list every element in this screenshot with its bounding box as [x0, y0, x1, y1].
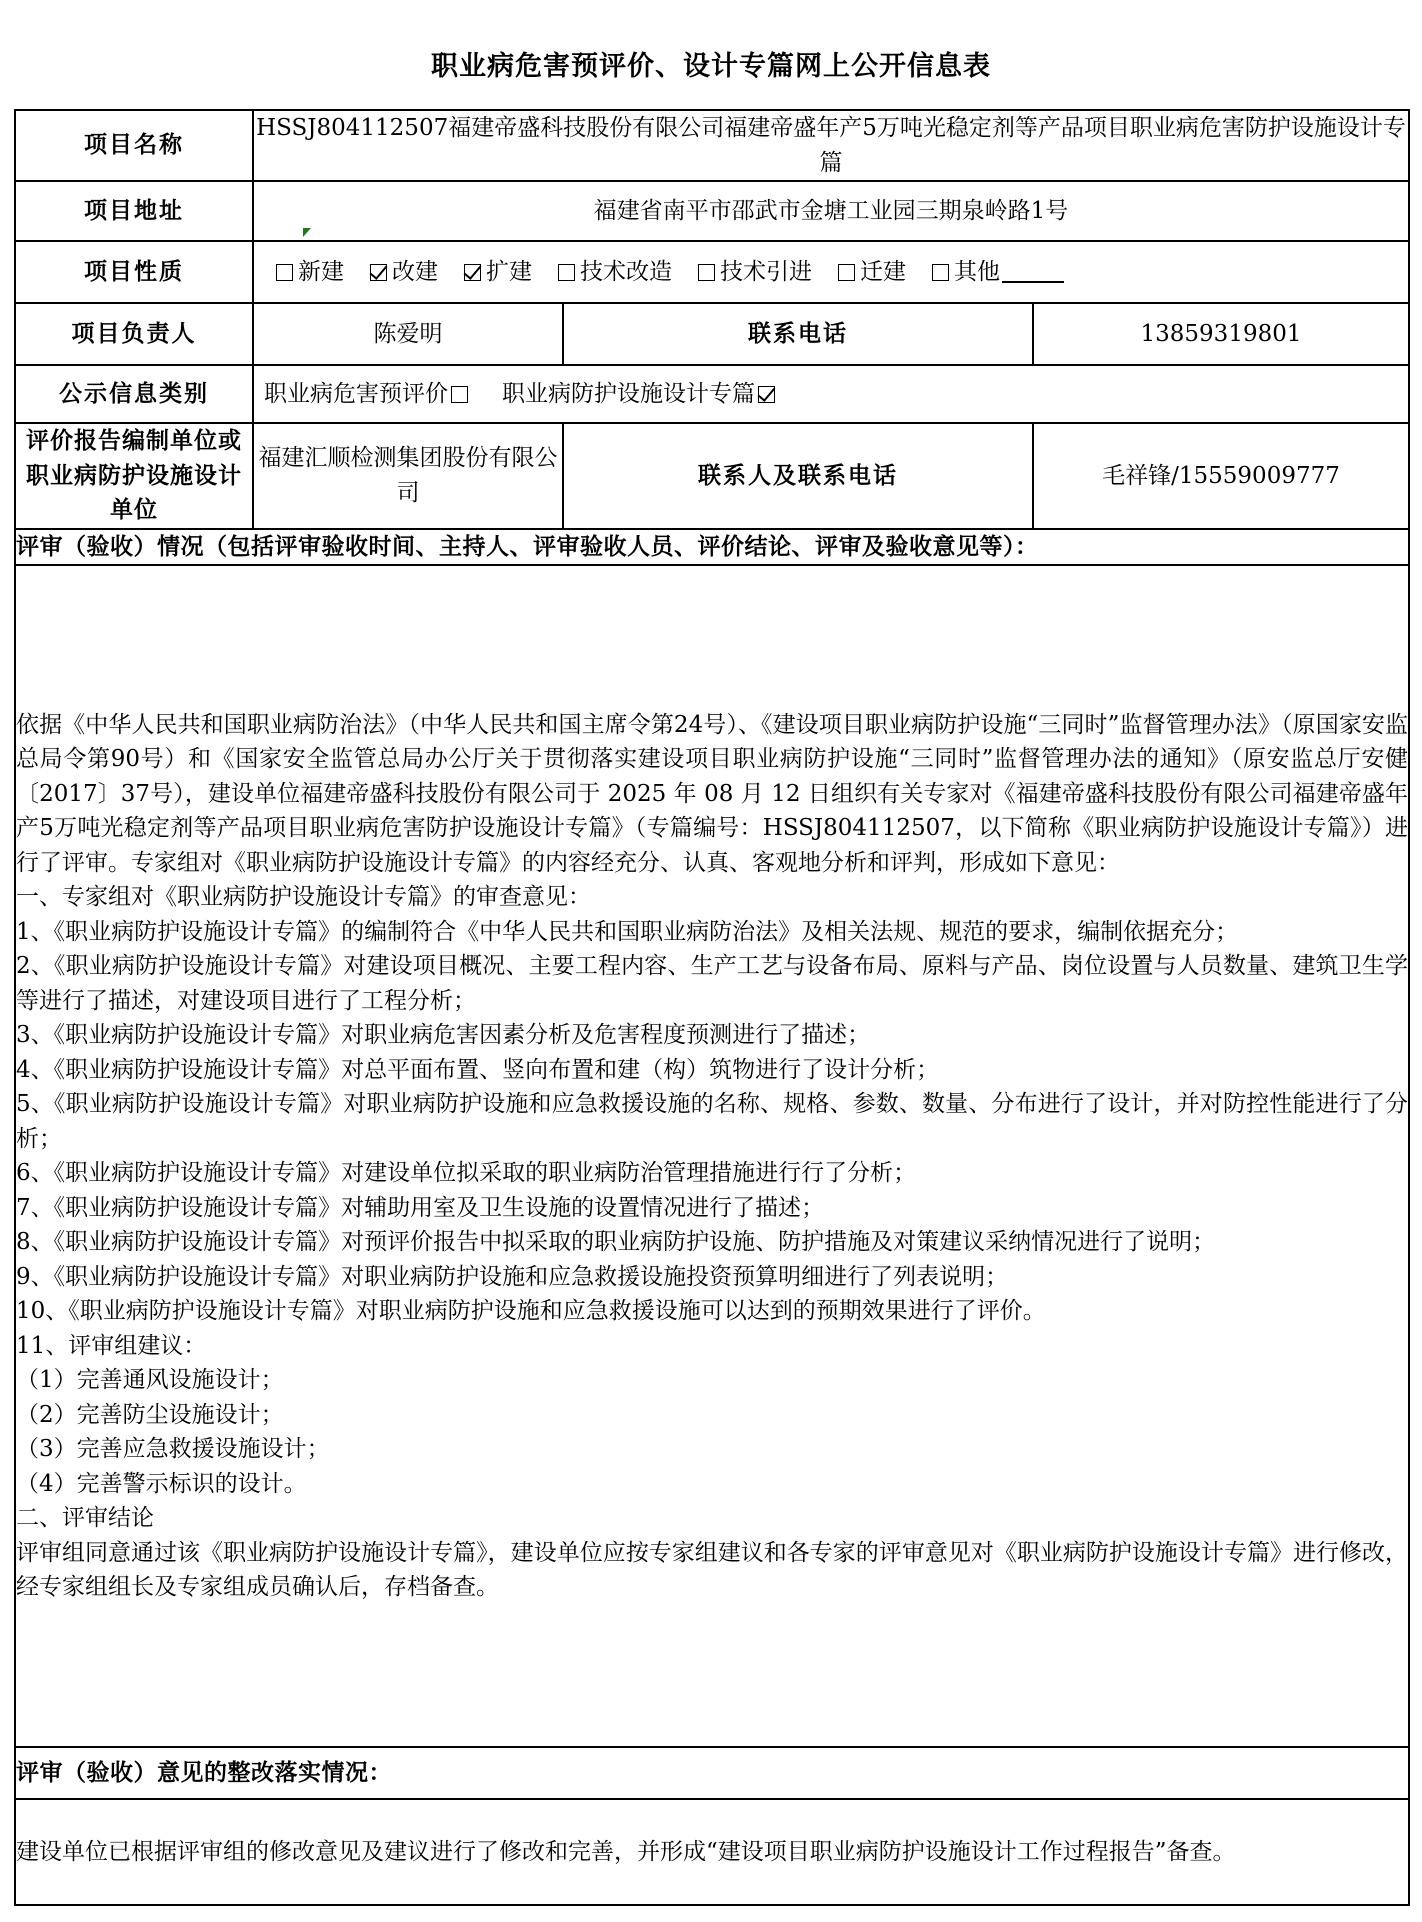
nature-option-5[interactable]: [838, 255, 906, 290]
label-public-info-type: 公示信息类别: [15, 365, 253, 423]
review-paragraph: 1、《职业病防护设施设计专篇》的编制符合《中华人民共和国职业病防治法》及相关法规、规范的要求，编制依据充分；: [16, 918, 1239, 945]
checkbox-checked-icon[interactable]: [464, 264, 481, 281]
review-body: [15, 565, 1409, 1747]
review-heading: 评审（验收）情况（包括评审验收时间、主持人、评审验收人员、评价结论、评审及验收意见等）：: [15, 529, 1409, 566]
table-row-review-heading: [15, 529, 1409, 566]
nature-option-label: 迁建: [860, 258, 906, 285]
public-info-checkbox-group[interactable]: [254, 367, 1408, 422]
review-paragraph: （4）完善警示标识的设计。: [16, 1470, 307, 1497]
table-row-project-name: [15, 110, 1409, 181]
checkbox-empty-icon[interactable]: [451, 386, 468, 403]
table-row-project-address: [15, 181, 1409, 241]
review-paragraph: 9、《职业病防护设施设计专篇》对职业病防护设施和应急救援设施投资预算明细进行了列表说明；: [16, 1263, 1009, 1290]
label-contact-person: 联系人及联系电话: [563, 423, 1033, 529]
label-contact-phone: 联系电话: [563, 303, 1033, 365]
value-project-address: 福建省南平市邵武市金塘工业园三期泉岭路1号: [253, 181, 1409, 241]
value-contact-person: 毛祥锋/15559009777: [1033, 423, 1409, 529]
value-unit: 福建汇顺检测集团股份有限公司: [253, 423, 563, 529]
rectification-text: 建设单位已根据评审组的修改意见及建议进行了修改和完善，并形成“建设项目职业病防护设施设计工作过程报告”备查。: [16, 1838, 1236, 1865]
label-project-leader: 项目负责人: [15, 303, 253, 365]
value-public-info-type: [253, 365, 1409, 423]
review-paragraph: 2、《职业病防护设施设计专篇》对建设项目概况、主要工程内容、生产工艺与设备布局、原料与产品、岗位设置与人员数量、建筑卫生学等进行了描述，对建设项目进行了工程分析；: [16, 953, 1408, 1014]
value-contact-phone: 13859319801: [1033, 303, 1409, 365]
checkbox-empty-icon[interactable]: [698, 264, 715, 281]
table-row-review-body: [15, 565, 1409, 1747]
table-row-project-leader: [15, 303, 1409, 365]
nature-option-2[interactable]: [464, 255, 532, 290]
rectification-body: [15, 1799, 1409, 1905]
rectification-heading: 评审（验收）意见的整改落实情况：: [15, 1747, 1409, 1799]
review-paragraph: 依据《中华人民共和国职业病防治法》（中华人民共和国主席令第24号）、《建设项目职业病防护设施“三同时”监督管理办法》（原国家安监总局令第90号）和《国家安全监管总局办公厅关于贯彻落实建设项目职业病防护设施“三同时”监督管理办法的通知》（原安监总厅安健〔2017〕37号），建设单位福建帝盛科技股份有限公司于 2025 年 08 月 12 日组织有关专家对《福建帝盛科技股份有限公司福建帝盛年产5万吨光稳定剂等产品项目职业病危害防护设施设计专篇》（专篇编号：HSSJ804112507，以下简称《职业病防护设施设计专篇》）进行了评审。专家组对《职业病防护设施设计专篇》的内容经充分、认真、客观地分析和评判，形成如下意见：: [16, 711, 1408, 876]
review-paragraph: 4、《职业病防护设施设计专篇》对总平面布置、竖向布置和建（构）筑物进行了设计分析；: [16, 1056, 940, 1083]
nature-option-label: 扩建: [486, 258, 532, 285]
review-paragraph: （1）完善通风设施设计；: [16, 1367, 284, 1393]
green-corner-artifact-icon: [303, 228, 311, 237]
nature-option-3[interactable]: [558, 255, 672, 290]
label-project-name: 项目名称: [15, 110, 253, 181]
review-paragraph: 评审组同意通过该《职业病防护设施设计专篇》，建设单位应按专家组建议和各专家的评审意见对《职业病防护设施设计专篇》进行修改，经专家组组长及专家组成员确认后，存档备查。: [16, 1539, 1408, 1600]
review-paragraph: 二、评审结论: [16, 1505, 154, 1531]
nature-option-6[interactable]: [932, 255, 1064, 290]
table-row-rectification-heading: [15, 1747, 1409, 1799]
nature-checkbox-group[interactable]: [254, 247, 1408, 298]
label-project-nature: 项目性质: [15, 241, 253, 303]
review-paragraph: 7、《职业病防护设施设计专篇》对辅助用室及卫生设施的设置情况进行了描述；: [16, 1194, 825, 1221]
nature-option-0[interactable]: [276, 255, 344, 290]
nature-option-4[interactable]: [698, 255, 812, 290]
review-paragraph: （3）完善应急救援设施设计；: [16, 1436, 330, 1462]
info-table: [14, 109, 1410, 1906]
value-project-nature: [253, 241, 1409, 303]
checkbox-empty-icon[interactable]: [276, 264, 293, 281]
value-project-leader: 陈爱明: [253, 303, 563, 365]
nature-option-label: 技术引进: [720, 258, 812, 285]
value-project-name: HSSJ804112507福建帝盛科技股份有限公司福建帝盛年产5万吨光稳定剂等产品项目职业病危害防护设施设计专篇: [253, 110, 1409, 181]
review-paragraph: 3、《职业病防护设施设计专篇》对职业病危害因素分析及危害程度预测进行了描述；: [16, 1022, 871, 1048]
public-info-option-1[interactable]: [502, 381, 775, 407]
checkbox-empty-icon[interactable]: [932, 264, 949, 281]
nature-option-label: 其他: [954, 258, 1000, 285]
review-paragraph: 8、《职业病防护设施设计专篇》对预评价报告中拟采取的职业病防护设施、防护措施及对策建议采纳情况进行了说明；: [16, 1229, 1216, 1255]
checkbox-checked-icon[interactable]: [758, 386, 775, 403]
page-title: 职业病危害预评价、设计专篇网上公开信息表: [431, 51, 991, 82]
other-fill-in-blank[interactable]: [1002, 261, 1064, 283]
review-paragraph: 6、《职业病防护设施设计专篇》对建设单位拟采取的职业病防治管理措施进行行了分析；: [16, 1160, 917, 1186]
checkbox-checked-icon[interactable]: [370, 264, 387, 281]
review-paragraph: 5、《职业病防护设施设计专篇》对职业病防护设施和应急救援设施的名称、规格、参数、数量、分布进行了设计，并对防控性能进行了分析；: [16, 1091, 1408, 1152]
review-paragraph: 10、《职业病防护设施设计专篇》对职业病防护设施和应急救援设施可以达到的预期效果进行了评价。: [16, 1298, 1046, 1324]
nature-option-label: 新建: [298, 258, 344, 285]
table-row-project-nature: [15, 241, 1409, 303]
public-info-option-label: 职业病防护设施设计专篇: [502, 380, 755, 407]
table-row-public-info-type: [15, 365, 1409, 423]
public-info-option-0[interactable]: [264, 381, 468, 407]
checkbox-empty-icon[interactable]: [558, 264, 575, 281]
checkbox-empty-icon[interactable]: [838, 264, 855, 281]
review-paragraph: 一、专家组对《职业病防护设施设计专篇》的审查意见：: [16, 884, 591, 910]
label-unit: 评价报告编制单位或职业病防护设施设计单位: [15, 423, 253, 529]
public-info-option-label: 职业病危害预评价: [264, 380, 448, 407]
table-row-unit: [15, 423, 1409, 529]
nature-option-1[interactable]: [370, 255, 438, 290]
label-project-address: 项目地址: [15, 181, 253, 241]
table-row-rectification-body: [15, 1799, 1409, 1905]
nature-option-label: 改建: [392, 258, 438, 285]
review-paragraph: 11、评审组建议：: [16, 1332, 207, 1359]
nature-option-label: 技术改造: [580, 258, 672, 285]
review-paragraph: （2）完善防尘设施设计；: [16, 1401, 284, 1428]
